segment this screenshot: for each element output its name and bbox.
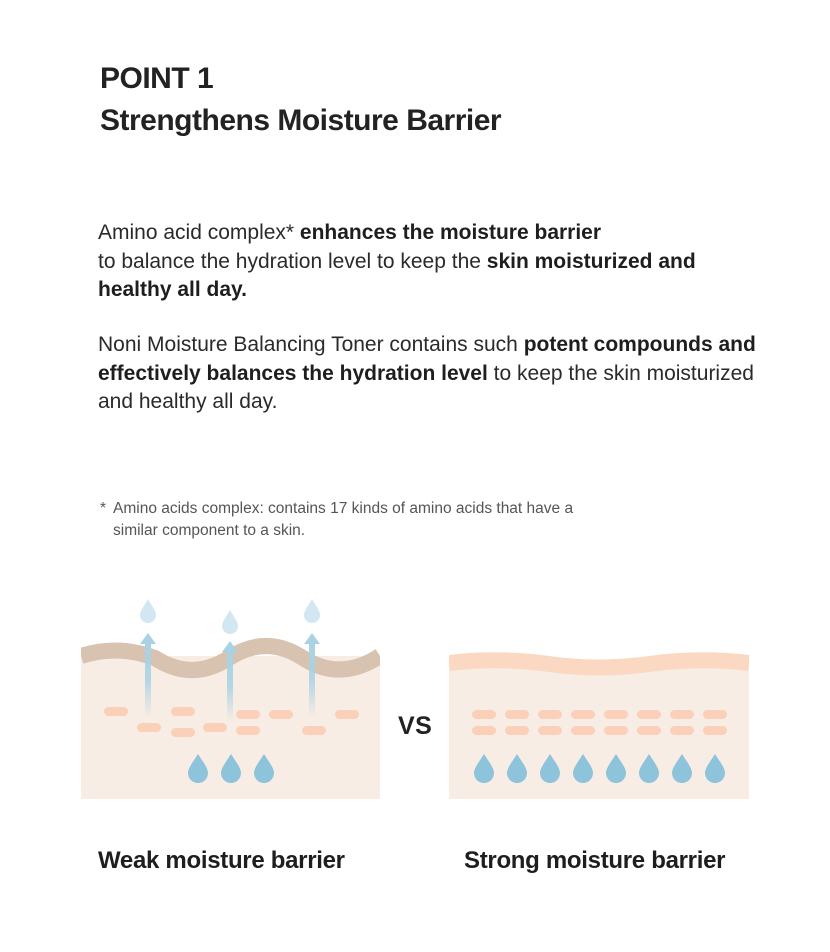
p1-text-2: to balance the hydration level to keep the [98, 249, 487, 273]
weak-cell [171, 707, 195, 716]
p1-bold-1: enhances the moisture barrier [299, 221, 602, 244]
weak-barrier-illustration [81, 596, 380, 799]
p1-bold-2: skin moisturized and healthy all day. [98, 249, 696, 301]
strong-wave-layer [449, 660, 749, 667]
strong-cell [505, 726, 529, 735]
product-paragraph [98, 331, 758, 417]
footnote-line-1: Amino acids complex: contains 17 kinds of amino acids that have a [113, 500, 574, 517]
weak-cell [335, 710, 359, 719]
weak-cell [269, 710, 293, 719]
strong-cell [637, 726, 661, 735]
page-heading [100, 58, 501, 142]
strong-cell [604, 726, 628, 735]
weak-cell [137, 723, 161, 732]
p2-text-1: Noni Moisture Balancing Toner contains such [98, 333, 524, 356]
intro-paragraph [98, 219, 758, 305]
arrow-shaft [309, 644, 315, 718]
strong-cell [571, 726, 595, 735]
strong-cell [505, 710, 529, 719]
weak-cell [203, 723, 227, 732]
footnote [100, 498, 700, 542]
weak-barrier-caption: Weak moisture barrier [98, 847, 345, 874]
weak-cell [171, 728, 195, 737]
strong-cell [571, 710, 595, 719]
footnote-line-2: similar component to a skin. [113, 522, 306, 539]
strong-cell [670, 726, 694, 735]
strong-cell [538, 726, 562, 735]
strong-cell [703, 726, 727, 735]
strong-cell [472, 726, 496, 735]
arrow-shaft [145, 644, 151, 718]
strong-cell [538, 710, 562, 719]
p2-bold-1: potent compounds and effectively balances the hydration level [98, 333, 756, 385]
strong-cell [670, 710, 694, 719]
arrow-shaft [227, 652, 233, 722]
strong-barrier-caption: Strong moisture barrier [464, 847, 726, 874]
heading-title: Strengthens Moisture Barrier [100, 104, 502, 137]
strong-cell [637, 710, 661, 719]
strong-cell [472, 710, 496, 719]
strong-barrier-illustration [449, 648, 749, 799]
p2-text-2: to keep the skin moisturized and healthy all day. [98, 361, 754, 413]
weak-cell [236, 726, 260, 735]
vs-label: VS [398, 712, 433, 740]
weak-cell [236, 710, 260, 719]
p1-text-1: Amino acid complex* [98, 221, 300, 244]
weak-cell [302, 726, 326, 735]
strong-cell [703, 710, 727, 719]
heading-point: POINT 1 [100, 62, 214, 95]
footnote-mark: * [100, 500, 107, 517]
strong-cell [604, 710, 628, 719]
weak-cell [104, 707, 128, 716]
